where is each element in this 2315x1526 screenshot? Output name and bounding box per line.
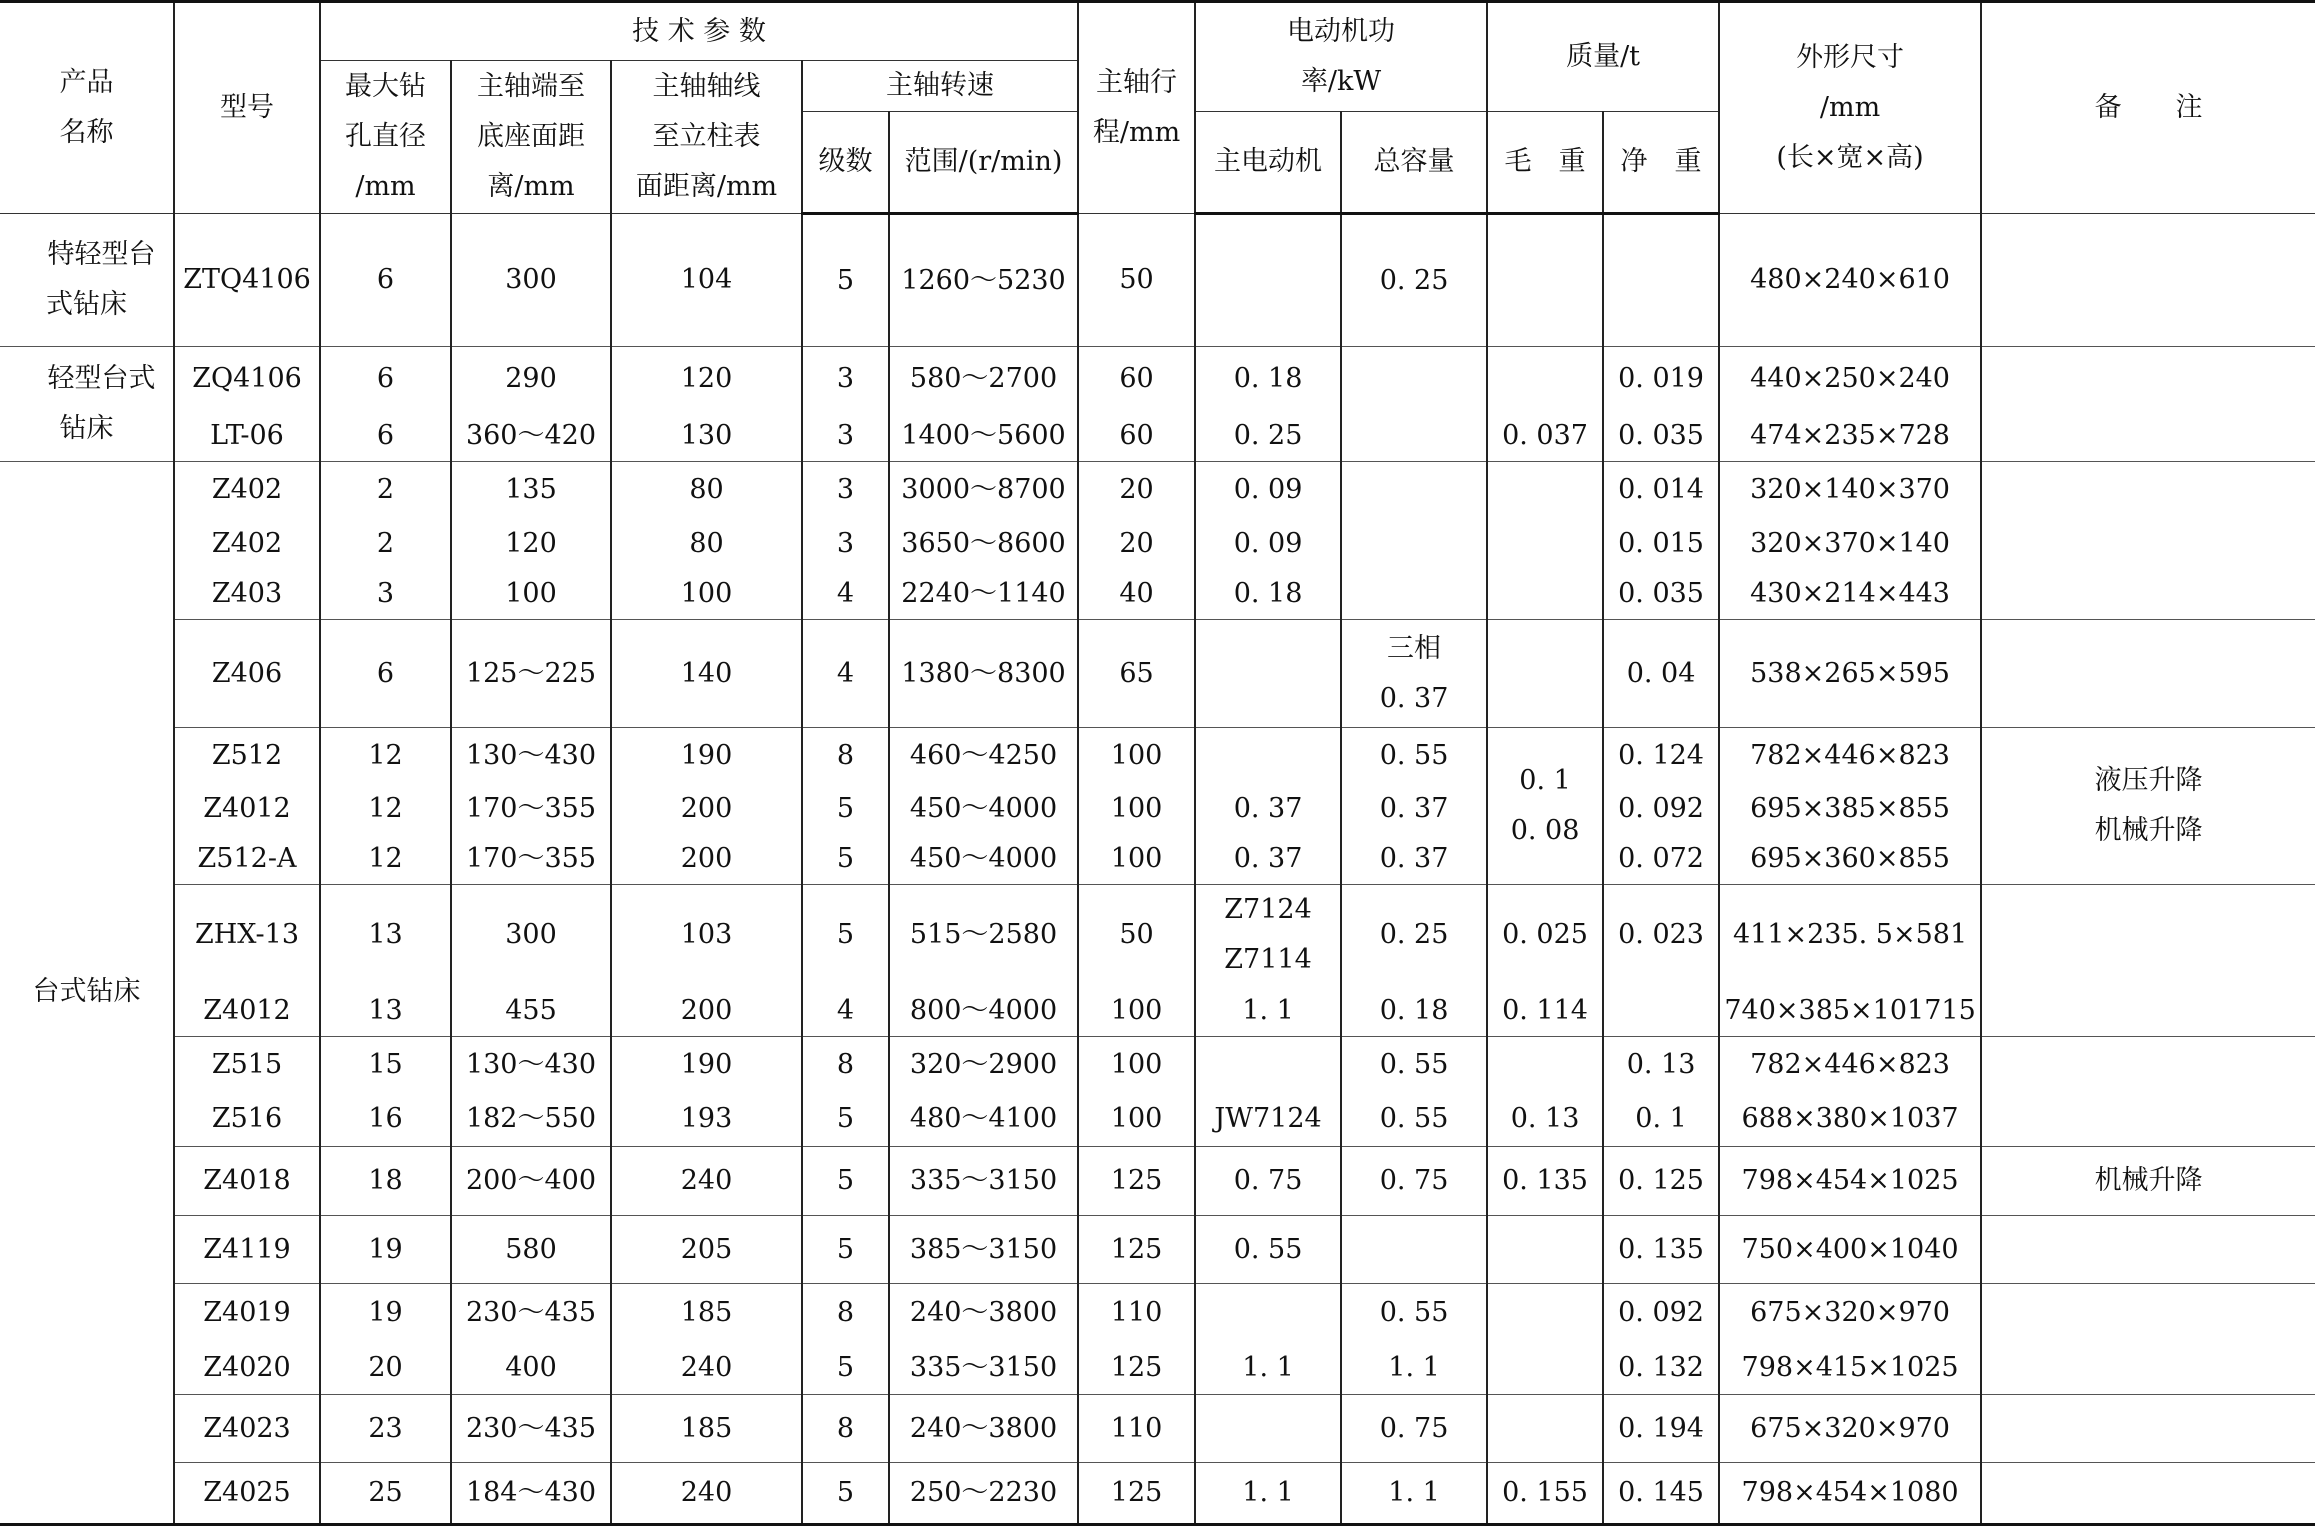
range-cell: 335～3150 — [889, 1342, 1078, 1395]
note-cell — [1981, 1342, 2315, 1395]
table-row — [0, 834, 2315, 885]
dia-cell: 2 — [320, 461, 451, 519]
note-cell — [1981, 519, 2315, 569]
dia-cell: 13 — [320, 986, 451, 1037]
column-cell: 185 — [611, 1284, 802, 1342]
dims-cell: 798×415×1025 — [1719, 1342, 1981, 1395]
main-cell: 0. 18 — [1195, 347, 1341, 411]
base-cell: 290 — [451, 347, 611, 411]
total-cell — [1341, 347, 1487, 411]
header-spindle-to-column: 主轴轴线 至立柱表 面距离/mm — [611, 61, 802, 214]
table-row — [0, 986, 2315, 1037]
main-cell — [1195, 728, 1341, 784]
dia-cell: 15 — [320, 1037, 451, 1093]
table-row — [0, 519, 2315, 569]
total-cell: 0. 25 — [1341, 884, 1487, 986]
net-cell: 0. 135 — [1603, 1216, 1719, 1284]
table-row — [0, 347, 2315, 411]
range-cell: 240～3800 — [889, 1395, 1078, 1463]
range-cell: 450～4000 — [889, 834, 1078, 885]
steps-cell: 5 — [802, 1342, 889, 1395]
range-cell: 580～2700 — [889, 347, 1078, 411]
note-cell — [1981, 569, 2315, 620]
dims-cell: 440×250×240 — [1719, 347, 1981, 411]
dia-cell: 6 — [320, 347, 451, 411]
column-cell: 190 — [611, 1037, 802, 1093]
steps-cell: 5 — [802, 784, 889, 834]
main-cell: 0. 18 — [1195, 569, 1341, 620]
column-cell: 104 — [611, 214, 802, 347]
model-cell: Z4025 — [174, 1463, 320, 1525]
travel-cell: 40 — [1078, 569, 1195, 620]
column-cell: 200 — [611, 986, 802, 1037]
base-cell: 300 — [451, 884, 611, 986]
dims-cell: 430×214×443 — [1719, 569, 1981, 620]
base-cell: 230～435 — [451, 1284, 611, 1342]
base-cell: 130～430 — [451, 1037, 611, 1093]
total-cell — [1341, 461, 1487, 519]
range-cell: 460～4250 — [889, 728, 1078, 784]
table-row — [0, 728, 2315, 784]
total-cell: 0. 25 — [1341, 214, 1487, 347]
total-cell: 1. 1 — [1341, 1342, 1487, 1395]
header-gross-weight: 毛 重 — [1487, 112, 1603, 214]
model-cell: Z4018 — [174, 1147, 320, 1216]
base-cell: 170～355 — [451, 834, 611, 885]
gross-cell — [1487, 461, 1603, 519]
dia-cell: 18 — [320, 1147, 451, 1216]
gross-cell — [1487, 1284, 1603, 1342]
column-cell: 80 — [611, 519, 802, 569]
dims-cell: 695×360×855 — [1719, 834, 1981, 885]
column-cell: 190 — [611, 728, 802, 784]
travel-cell: 100 — [1078, 1093, 1195, 1147]
model-cell: Z512 — [174, 728, 320, 784]
gross-cell — [1487, 620, 1603, 728]
gross-cell: 0. 135 — [1487, 1147, 1603, 1216]
header-dimensions: 外形尺寸 /mm (长×宽×高) — [1719, 2, 1981, 214]
range-cell: 3650～8600 — [889, 519, 1078, 569]
column-cell: 193 — [611, 1093, 802, 1147]
note-cell — [1981, 1463, 2315, 1525]
dia-cell: 6 — [320, 411, 451, 462]
travel-cell: 60 — [1078, 347, 1195, 411]
table-row — [0, 1342, 2315, 1395]
table-row — [0, 411, 2315, 462]
travel-cell: 100 — [1078, 784, 1195, 834]
total-cell — [1341, 519, 1487, 569]
dia-cell: 19 — [320, 1216, 451, 1284]
main-cell — [1195, 620, 1341, 728]
steps-cell: 5 — [802, 1093, 889, 1147]
net-cell: 0. 194 — [1603, 1395, 1719, 1463]
header-net-weight: 净 重 — [1603, 112, 1719, 214]
net-cell: 0. 092 — [1603, 1284, 1719, 1342]
net-cell — [1603, 214, 1719, 347]
table-row — [0, 1395, 2315, 1463]
gross-cell — [1487, 1216, 1603, 1284]
range-cell: 1400～5600 — [889, 411, 1078, 462]
base-cell: 130～430 — [451, 728, 611, 784]
travel-cell: 125 — [1078, 1463, 1195, 1525]
range-cell: 3000～8700 — [889, 461, 1078, 519]
dia-cell: 19 — [320, 1284, 451, 1342]
dims-cell: 538×265×595 — [1719, 620, 1981, 728]
travel-cell: 100 — [1078, 728, 1195, 784]
base-cell: 100 — [451, 569, 611, 620]
note-cell — [1981, 1395, 2315, 1463]
model-cell: Z403 — [174, 569, 320, 620]
column-cell: 80 — [611, 461, 802, 519]
total-cell: 0. 55 — [1341, 1093, 1487, 1147]
gross-cell — [1487, 519, 1603, 569]
product-name-cell: 轻型台式 钻床 — [0, 347, 174, 462]
travel-cell: 110 — [1078, 1284, 1195, 1342]
model-cell: LT-06 — [174, 411, 320, 462]
gross-cell: 0. 037 — [1487, 411, 1603, 462]
note-cell — [1981, 1093, 2315, 1147]
total-cell: 0. 55 — [1341, 1037, 1487, 1093]
travel-cell: 20 — [1078, 461, 1195, 519]
main-cell: 1. 1 — [1195, 986, 1341, 1037]
note-cell — [1981, 620, 2315, 728]
table-row — [0, 1093, 2315, 1147]
model-cell: ZHX-13 — [174, 884, 320, 986]
note-cell — [1981, 347, 2315, 411]
total-cell — [1341, 411, 1487, 462]
base-cell: 184～430 — [451, 1463, 611, 1525]
header-motor-power: 电动机功 率/kW — [1195, 2, 1487, 112]
travel-cell: 100 — [1078, 986, 1195, 1037]
base-cell: 120 — [451, 519, 611, 569]
model-cell: Z512-A — [174, 834, 320, 885]
dia-cell: 16 — [320, 1093, 451, 1147]
steps-cell: 8 — [802, 1037, 889, 1093]
model-cell: Z4019 — [174, 1284, 320, 1342]
range-cell: 240～3800 — [889, 1284, 1078, 1342]
header-remarks: 备 注 — [1981, 2, 2315, 214]
travel-cell: 100 — [1078, 1037, 1195, 1093]
travel-cell: 125 — [1078, 1147, 1195, 1216]
note-cell — [1981, 1284, 2315, 1342]
base-cell: 360～420 — [451, 411, 611, 462]
column-cell: 103 — [611, 884, 802, 986]
range-cell: 335～3150 — [889, 1147, 1078, 1216]
column-cell: 100 — [611, 569, 802, 620]
dims-cell: 675×320×970 — [1719, 1395, 1981, 1463]
model-cell: ZQ4106 — [174, 347, 320, 411]
steps-cell: 8 — [802, 1284, 889, 1342]
main-cell: 0. 55 — [1195, 1216, 1341, 1284]
net-cell: 0. 019 — [1603, 347, 1719, 411]
column-cell: 200 — [611, 834, 802, 885]
base-cell: 135 — [451, 461, 611, 519]
steps-cell: 4 — [802, 986, 889, 1037]
column-cell: 240 — [611, 1147, 802, 1216]
gross-cell: 0. 13 — [1487, 1093, 1603, 1147]
dims-cell: 750×400×1040 — [1719, 1216, 1981, 1284]
main-cell — [1195, 1037, 1341, 1093]
header-speed-steps: 级数 — [802, 112, 889, 214]
dia-cell: 25 — [320, 1463, 451, 1525]
travel-cell: 125 — [1078, 1342, 1195, 1395]
dims-cell: 782×446×823 — [1719, 1037, 1981, 1093]
main-cell: 0. 09 — [1195, 519, 1341, 569]
dims-cell: 798×454×1080 — [1719, 1463, 1981, 1525]
steps-cell: 5 — [802, 834, 889, 885]
travel-cell: 50 — [1078, 884, 1195, 986]
table-row — [0, 214, 2315, 347]
total-cell — [1341, 569, 1487, 620]
dia-cell: 6 — [320, 620, 451, 728]
main-cell — [1195, 214, 1341, 347]
note-cell: 机械升降 — [1981, 1147, 2315, 1216]
table-row — [0, 461, 2315, 519]
column-cell: 200 — [611, 784, 802, 834]
travel-cell: 65 — [1078, 620, 1195, 728]
column-cell: 240 — [611, 1463, 802, 1525]
gross-cell: 0. 025 — [1487, 884, 1603, 986]
gross-cell — [1487, 1342, 1603, 1395]
model-cell: Z4119 — [174, 1216, 320, 1284]
net-cell: 0. 035 — [1603, 411, 1719, 462]
net-cell: 0. 04 — [1603, 620, 1719, 728]
main-cell: 0. 25 — [1195, 411, 1341, 462]
range-cell: 515～2580 — [889, 884, 1078, 986]
travel-cell: 100 — [1078, 834, 1195, 885]
note-cell — [1981, 411, 2315, 462]
header-model: 型号 — [174, 2, 320, 214]
model-cell: Z406 — [174, 620, 320, 728]
table-row — [0, 784, 2315, 834]
total-cell: 0. 55 — [1341, 728, 1487, 784]
gross-cell — [1487, 569, 1603, 620]
range-cell: 320～2900 — [889, 1037, 1078, 1093]
model-cell: Z516 — [174, 1093, 320, 1147]
total-cell: 0. 37 — [1341, 784, 1487, 834]
steps-cell: 5 — [802, 1463, 889, 1525]
header-max-drill-dia: 最大钻 孔直径 /mm — [320, 61, 451, 214]
total-cell — [1341, 1216, 1487, 1284]
steps-cell: 4 — [802, 620, 889, 728]
net-cell: 0. 125 — [1603, 1147, 1719, 1216]
base-cell: 200～400 — [451, 1147, 611, 1216]
base-cell: 455 — [451, 986, 611, 1037]
column-cell: 120 — [611, 347, 802, 411]
steps-cell: 4 — [802, 569, 889, 620]
table-row — [0, 1216, 2315, 1284]
header-row-1 — [0, 2, 2315, 61]
dims-cell: 782×446×823 — [1719, 728, 1981, 784]
main-cell — [1195, 1395, 1341, 1463]
range-cell: 450～4000 — [889, 784, 1078, 834]
table-row — [0, 1147, 2315, 1216]
total-cell: 0. 55 — [1341, 1284, 1487, 1342]
net-cell: 0. 1 — [1603, 1093, 1719, 1147]
dims-cell: 675×320×970 — [1719, 1284, 1981, 1342]
dia-cell: 3 — [320, 569, 451, 620]
base-cell: 300 — [451, 214, 611, 347]
header-product-name: 产品 名称 — [0, 2, 174, 214]
note-cell — [1981, 461, 2315, 519]
range-cell: 800～4000 — [889, 986, 1078, 1037]
model-cell: Z4012 — [174, 784, 320, 834]
total-cell: 1. 1 — [1341, 1463, 1487, 1525]
header-mass: 质量/t — [1487, 2, 1719, 112]
gross-cell — [1487, 1395, 1603, 1463]
total-cell: 0. 75 — [1341, 1395, 1487, 1463]
travel-cell: 110 — [1078, 1395, 1195, 1463]
travel-cell: 60 — [1078, 411, 1195, 462]
dims-cell: 411×235. 5×581 — [1719, 884, 1981, 986]
note-cell — [1981, 986, 2315, 1037]
steps-cell: 5 — [802, 1216, 889, 1284]
steps-cell: 3 — [802, 461, 889, 519]
table-row — [0, 620, 2315, 728]
dia-cell: 12 — [320, 784, 451, 834]
range-cell: 1260～5230 — [889, 214, 1078, 347]
model-cell: Z4023 — [174, 1395, 320, 1463]
net-cell: 0. 072 — [1603, 834, 1719, 885]
steps-cell: 5 — [802, 884, 889, 986]
range-cell: 2240～1140 — [889, 569, 1078, 620]
dims-cell: 320×140×370 — [1719, 461, 1981, 519]
column-cell: 130 — [611, 411, 802, 462]
base-cell: 125～225 — [451, 620, 611, 728]
dia-cell: 2 — [320, 519, 451, 569]
dims-cell: 480×240×610 — [1719, 214, 1981, 347]
product-name-cell: 台式钻床 — [0, 461, 174, 1525]
model-cell: Z4012 — [174, 986, 320, 1037]
main-cell — [1195, 1284, 1341, 1342]
base-cell: 182～550 — [451, 1093, 611, 1147]
main-cell: 0. 37 — [1195, 834, 1341, 885]
note-cell — [1981, 1216, 2315, 1284]
base-cell: 230～435 — [451, 1395, 611, 1463]
dia-cell: 12 — [320, 728, 451, 784]
net-cell: 0. 13 — [1603, 1037, 1719, 1093]
dims-cell: 688×380×1037 — [1719, 1093, 1981, 1147]
gross-cell — [1487, 214, 1603, 347]
header-main-motor: 主电动机 — [1195, 112, 1341, 214]
table-row — [0, 1037, 2315, 1093]
dia-cell: 20 — [320, 1342, 451, 1395]
header-spindle-speed: 主轴转速 — [802, 61, 1078, 112]
table-row — [0, 1463, 2315, 1525]
main-cell: 0. 37 — [1195, 784, 1341, 834]
main-cell: 0. 75 — [1195, 1147, 1341, 1216]
model-cell: Z402 — [174, 461, 320, 519]
table-row — [0, 1284, 2315, 1342]
table-row — [0, 569, 2315, 620]
dims-cell: 474×235×728 — [1719, 411, 1981, 462]
steps-cell: 5 — [802, 1147, 889, 1216]
column-cell: 240 — [611, 1342, 802, 1395]
steps-cell: 8 — [802, 728, 889, 784]
dims-cell: 740×385×101715 — [1719, 986, 1981, 1037]
travel-cell: 20 — [1078, 519, 1195, 569]
net-cell: 0. 132 — [1603, 1342, 1719, 1395]
main-cell: 0. 09 — [1195, 461, 1341, 519]
steps-cell: 3 — [802, 347, 889, 411]
column-cell: 185 — [611, 1395, 802, 1463]
net-cell: 0. 014 — [1603, 461, 1719, 519]
total-cell: 0. 37 — [1341, 834, 1487, 885]
merged-gross-weight-cell: 0. 1 0. 08 — [1487, 728, 1603, 885]
range-cell: 480～4100 — [889, 1093, 1078, 1147]
dims-cell: 798×454×1025 — [1719, 1147, 1981, 1216]
note-cell — [1981, 214, 2315, 347]
merged-remarks-cell: 液压升降 机械升降 — [1981, 728, 2315, 885]
model-cell: Z515 — [174, 1037, 320, 1093]
dims-cell: 320×370×140 — [1719, 519, 1981, 569]
base-cell: 170～355 — [451, 784, 611, 834]
net-cell: 0. 092 — [1603, 784, 1719, 834]
steps-cell: 8 — [802, 1395, 889, 1463]
gross-cell — [1487, 347, 1603, 411]
net-cell: 0. 145 — [1603, 1463, 1719, 1525]
steps-cell: 3 — [802, 411, 889, 462]
column-cell: 205 — [611, 1216, 802, 1284]
model-cell: ZTQ4106 — [174, 214, 320, 347]
main-cell: JW7124 — [1195, 1093, 1341, 1147]
table-row — [0, 884, 2315, 986]
base-cell: 400 — [451, 1342, 611, 1395]
dims-cell: 695×385×855 — [1719, 784, 1981, 834]
dia-cell: 13 — [320, 884, 451, 986]
header-total-capacity: 总容量 — [1341, 112, 1487, 214]
travel-cell: 125 — [1078, 1216, 1195, 1284]
header-spindle-travel: 主轴行 程/mm — [1078, 2, 1195, 214]
gross-cell — [1487, 1037, 1603, 1093]
dia-cell: 6 — [320, 214, 451, 347]
product-name-cell: 特轻型台 式钻床 — [0, 214, 174, 347]
note-cell — [1981, 884, 2315, 986]
net-cell: 0. 035 — [1603, 569, 1719, 620]
gross-cell: 0. 114 — [1487, 986, 1603, 1037]
main-cell: 1. 1 — [1195, 1463, 1341, 1525]
net-cell: 0. 015 — [1603, 519, 1719, 569]
total-cell: 0. 18 — [1341, 986, 1487, 1037]
note-cell — [1981, 1037, 2315, 1093]
range-cell: 1380～8300 — [889, 620, 1078, 728]
base-cell: 580 — [451, 1216, 611, 1284]
main-motor-cell: Z7124 Z7114 — [1195, 884, 1341, 986]
main-cell: 1. 1 — [1195, 1342, 1341, 1395]
steps-cell: 5 — [802, 214, 889, 347]
travel-cell: 50 — [1078, 214, 1195, 347]
total-capacity-cell: 三相 0. 37 — [1341, 620, 1487, 728]
header-spindle-to-base: 主轴端至 底座面距 离/mm — [451, 61, 611, 214]
gross-cell: 0. 155 — [1487, 1463, 1603, 1525]
net-cell — [1603, 986, 1719, 1037]
model-cell: Z4020 — [174, 1342, 320, 1395]
model-cell: Z402 — [174, 519, 320, 569]
range-cell: 250～2230 — [889, 1463, 1078, 1525]
dia-cell: 23 — [320, 1395, 451, 1463]
net-cell: 0. 124 — [1603, 728, 1719, 784]
header-speed-range: 范围/(r/min) — [889, 112, 1078, 214]
steps-cell: 3 — [802, 519, 889, 569]
dia-cell: 12 — [320, 834, 451, 885]
total-cell: 0. 75 — [1341, 1147, 1487, 1216]
column-cell: 140 — [611, 620, 802, 728]
net-cell: 0. 023 — [1603, 884, 1719, 986]
header-tech-params: 技 术 参 数 — [320, 2, 1078, 61]
range-cell: 385～3150 — [889, 1216, 1078, 1284]
